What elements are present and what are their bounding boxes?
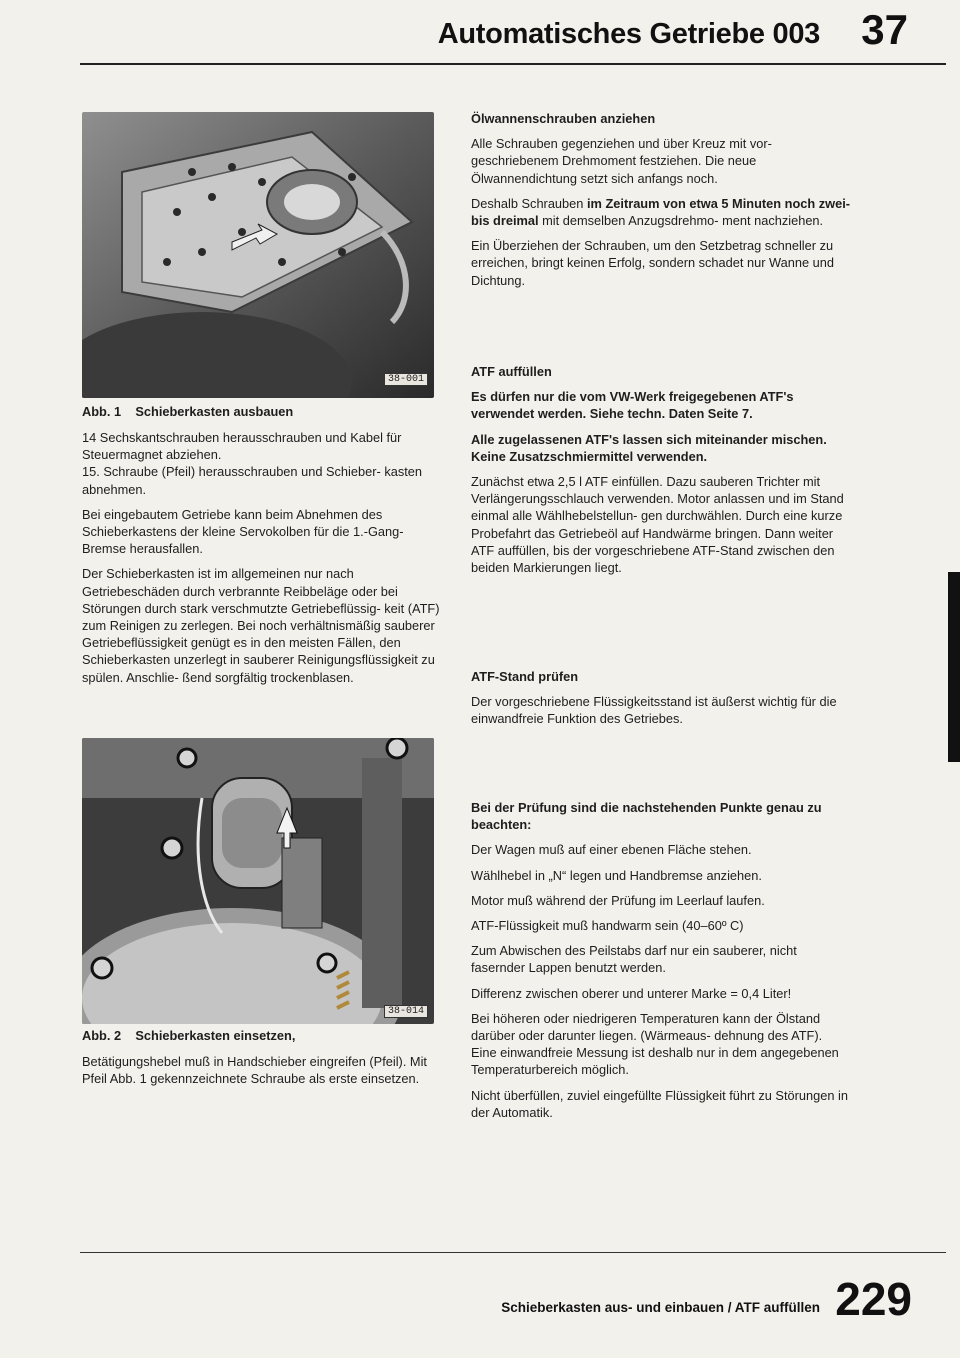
left-paragraph-3: Bei eingebautem Getriebe kann beim Abnehmen des Schieberkastens der kleine Servokolben für die 1.-Gang- Bremse herausfallen.	[82, 506, 404, 557]
footer-section-title: Schieberkasten aus- und einbauen / ATF auffüllen	[501, 1300, 820, 1315]
right-section-check-points	[471, 799, 851, 1129]
oil-pan-p2-end: mit demselben Anzugsdrehmo- ment nachziehen.	[538, 213, 824, 229]
right-section-atf-fill	[471, 363, 851, 584]
figure-2-label: Abb. 2	[82, 1028, 122, 1043]
section-title-atf-check: ATF-Stand prüfen	[471, 669, 579, 684]
check-point-1: Der Wagen muß auf einer ebenen Fläche stehen.	[471, 842, 752, 858]
check-point-5: Zum Abwischen des Peilstabs darf nur ein sauberer, nicht fasernder Lappen benutzt werden.	[471, 943, 797, 976]
valve-body-install-photo-image	[82, 738, 434, 1024]
section-title-oil-pan-bolts: Ölwannenschrauben anziehen	[471, 111, 656, 126]
figure-2-description	[82, 1053, 446, 1095]
check-point-8: Nicht überfüllen, zuviel eingefüllte Flüssigkeit führt zu Störungen in der Automatik.	[471, 1087, 849, 1120]
atf-fill-bold-note-2: Alle zugelassenen ATF's lassen sich miteinander mischen. Keine Zusatzschmiermittel verwenden.	[471, 431, 827, 464]
figure-1-photo	[82, 112, 434, 398]
header-rule	[80, 63, 946, 65]
section-title-atf-fill: ATF auffüllen	[471, 364, 552, 379]
left-paragraph-5: Betätigungshebel muß in Handschieber eingreifen (Pfeil). Mit Pfeil Abb. 1 gekennzeichnete Schraube als erste einsetzen.	[82, 1054, 427, 1087]
oil-pan-paragraph-3: Ein Überziehen der Schrauben, um den Setzbetrag schneller zu erreichen, bringt keinen Erfolg, sondern schadet nur Wanne und Dichtung.	[471, 238, 835, 288]
section-title-check-points: Bei der Prüfung sind die nachstehenden Punkte genau zu beachten:	[471, 800, 822, 833]
left-column-text	[82, 429, 446, 694]
figure-1-title: Schieberkasten ausbauen	[135, 404, 294, 419]
valve-body-photo-image	[82, 112, 434, 398]
figure-1-caption	[82, 404, 293, 419]
right-section-atf-check	[471, 668, 851, 736]
left-paragraph-2: 15. Schraube (Pfeil) herausschrauben und Schieber- kasten abnehmen.	[82, 464, 423, 497]
check-point-7: Bei höheren oder niedrigeren Temperaturen kann der Ölstand darüber oder darunter liegen. (Wärmeaus- dehnung des ATF). Eine einwandfreie Messung ist deshalb nur in dem angegebenen Temperaturbereich möglich.	[471, 1010, 839, 1078]
left-paragraph-1: 14 Sechskantschrauben herausschrauben und Kabel für Steuermagnet abziehen.	[82, 430, 402, 463]
figure-1-label: Abb. 1	[82, 404, 122, 419]
atf-fill-paragraph: Zunächst etwa 2,5 l ATF einfüllen. Dazu sauberen Trichter mit Verlängerungsschlauch verwenden. Motor anlassen und im Stand einmal alle Wählhebelstellun- gen durchwählen. Durch eine kurze Probefahrt das Getriebeöl auf Handwärme bringen. Dann weiter ATF auffüllen, bis der vorgeschriebene ATF-Stand zwischen den beiden Markierungen liegt.	[471, 474, 844, 576]
atf-fill-bold-note-1: Es dürfen nur die vom VW-Werk freigegebenen ATF's verwendet werden. Siehe techn. Daten Seite 7.	[471, 389, 794, 422]
check-point-6: Differenz zwischen oberer und unterer Marke = 0,4 Liter!	[471, 985, 792, 1001]
chapter-number: 37	[861, 6, 908, 53]
page-header-title: Automatisches Getriebe 003	[437, 18, 820, 50]
page-number: 229	[835, 1273, 912, 1325]
figure-1-tag: 38-001	[384, 373, 428, 386]
atf-check-paragraph: Der vorgeschriebene Flüssigkeitsstand ist äußerst wichtig für die einwandfreie Funktion des Getriebes.	[471, 694, 837, 727]
oil-pan-p2-start: Deshalb Schrauben	[471, 195, 587, 211]
figure-2-tag: 38-014	[384, 1005, 428, 1018]
figure-2-caption	[82, 1028, 295, 1043]
oil-pan-paragraph-2	[471, 195, 851, 229]
figure-2-photo	[82, 738, 434, 1024]
check-point-3: Motor muß während der Prüfung im Leerlauf laufen.	[471, 892, 765, 908]
check-point-4: ATF-Flüssigkeit muß handwarm sein (40–60º C)	[471, 918, 744, 934]
figure-2-title: Schieberkasten einsetzen,	[135, 1028, 296, 1043]
oil-pan-paragraph-1: Alle Schrauben gegenziehen und über Kreuz mit vor- geschriebenem Drehmoment festziehen. Die neue Ölwannendichtung setzt sich anfangs noch.	[471, 136, 772, 186]
footer-rule	[80, 1252, 946, 1253]
check-point-2: Wählhebel in „N“ legen und Handbremse anziehen.	[471, 867, 762, 883]
left-paragraph-4: Der Schieberkasten ist im allgemeinen nur nach Getriebeschäden durch verbrannte Reibbeläge oder bei Störungen durch stark verschmutzte Getriebeflüssig- keit (ATF) zum Reinigen zu zerlegen. Bei noch verhältnismäßig sauberer Getriebeflüssigkeit genügt es in den meisten Fällen, den Schieberkasten unzerlegt in sauberer Reinigungsflüssigkeit zu spülen. Anschlie- ßend sorgfältig trockenblasen.	[82, 566, 440, 685]
chapter-tab-marker	[948, 572, 960, 762]
right-section-oil-pan-bolts	[471, 110, 851, 297]
oil-pan-p2-emphasis: im Zeitraum von etwa 5 Minuten noch zwei- bis dreimal	[471, 195, 851, 229]
